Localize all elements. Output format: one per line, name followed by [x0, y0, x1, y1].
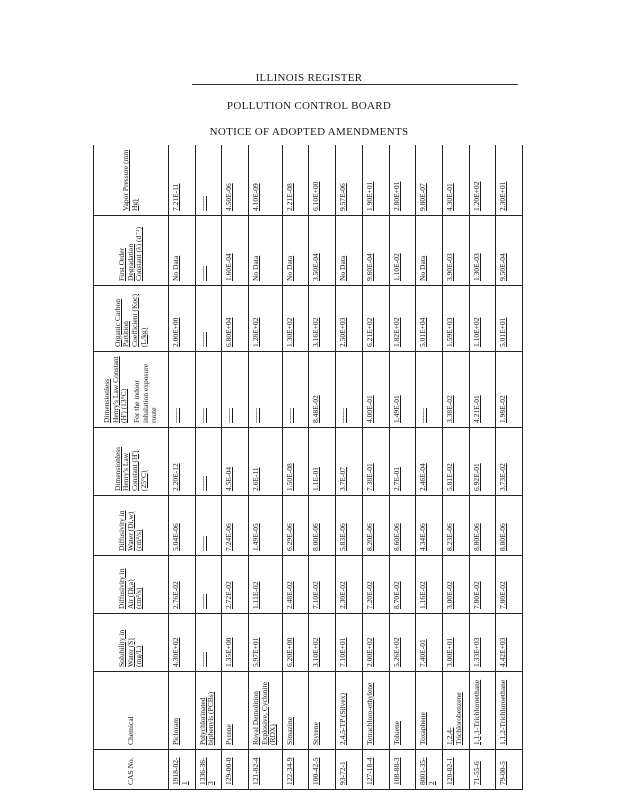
value-cell: 6.10E+00: [309, 145, 336, 216]
value-cell: 2.48E-02: [282, 556, 309, 614]
value-cell: 4.30E-01: [442, 145, 469, 216]
col-header: First Order Degradation Constant (λ) (d⁻¹): [94, 216, 169, 286]
table-header-row: [94, 145, 169, 790]
value-cell: No Data: [336, 216, 363, 286]
cas-number-cell: 71-55-6: [469, 750, 496, 790]
value-cell: 3.16E+02: [309, 286, 336, 352]
value-cell: 2.7E-01: [389, 428, 416, 496]
col-header-note: For the indoor inhalation exposure route: [132, 364, 159, 423]
value-cell: 1.60E-04: [222, 216, 249, 286]
cas-number-cell: 79-00-5: [496, 750, 523, 790]
value-cell: No Data: [249, 216, 283, 286]
notice-title: NOTICE OF ADOPTED AMENDMENTS: [209, 126, 409, 138]
value-cell: 4.30E+02: [169, 614, 196, 672]
chemical-name-cell: Toxaphene: [416, 672, 443, 750]
value-cell: No Data: [282, 216, 309, 286]
value-cell: ------: [195, 352, 222, 428]
value-cell: ------: [195, 614, 222, 672]
value-cell: 5.81E-02: [442, 428, 469, 496]
table-row: [309, 145, 336, 790]
chemical-name-cell: 2,4,5-TP (Silvex): [336, 672, 363, 750]
chemical-name-cell: 1,1,2-Trichloroethane: [496, 672, 523, 750]
chemical-properties-table: [93, 145, 523, 790]
value-cell: 2.30E-02: [336, 556, 363, 614]
value-cell: 4.00E-01: [362, 352, 389, 428]
cas-number-cell: 120-82-1: [442, 750, 469, 790]
cas-number-cell: 100-42-5: [309, 750, 336, 790]
value-cell: 1.20E+02: [469, 145, 496, 216]
value-cell: 9.50E-04: [496, 216, 523, 286]
value-cell: 2.72E-02: [222, 556, 249, 614]
value-cell: 1.59E+03: [442, 286, 469, 352]
header-rule: [192, 84, 518, 85]
value-cell: 3.73E-02: [496, 428, 523, 496]
value-cell: 6.21E+02: [362, 286, 389, 352]
value-cell: 1.35E+00: [222, 614, 249, 672]
table-row: [336, 145, 363, 790]
value-cell: ------: [169, 352, 196, 428]
value-cell: 3.10E+02: [309, 614, 336, 672]
value-cell: 3.00E+01: [442, 614, 469, 672]
table-body: [169, 145, 523, 790]
value-cell: 9.57E-06: [336, 145, 363, 216]
value-cell: 5.04E-06: [169, 496, 196, 556]
value-cell: 3.38E-02: [442, 352, 469, 428]
col-header: Vapor Pressure (mm Hg): [94, 145, 169, 216]
value-cell: 8.70E-02: [389, 556, 416, 614]
value-cell: 8.20E-06: [362, 496, 389, 556]
value-cell: 7.10E-02: [309, 556, 336, 614]
chemical-name-cell: Polychlorinated biphenyls (PCBs): [195, 672, 222, 750]
value-cell: 5.01E+04: [416, 286, 443, 352]
value-cell: ------: [222, 352, 249, 428]
table-row: [496, 145, 523, 790]
chemical-name-cell: Royal Demolition Explosive, Cyclonite (RDX): [249, 672, 283, 750]
cas-number-cell: 129-00-0: [222, 750, 249, 790]
value-cell: 6.20E+00: [282, 614, 309, 672]
value-cell: 7.24E-06: [222, 496, 249, 556]
table-row: [222, 145, 249, 790]
value-cell: 5.97E+01: [249, 614, 283, 672]
rotated-table-container: [93, 145, 523, 790]
col-header-title: Dimensionless Henry's Law Constant (H') (13°C): [102, 356, 129, 423]
cas-number-cell: 127-18-4: [362, 750, 389, 790]
chemical-name-cell: Pyrene: [222, 672, 249, 750]
value-cell: 7.21E-11: [169, 145, 196, 216]
col-header: Dimensionless Henry's Law Constant (H') (25°C): [94, 428, 169, 496]
value-cell: 8.00E-06: [309, 496, 336, 556]
chemical-properties-table-wrap: [93, 145, 523, 790]
value-cell: 6.80E+04: [222, 286, 249, 352]
value-cell: 2.76E-02: [169, 556, 196, 614]
col-header: Diffusivity in Water (Di,w) (cm²/s): [94, 496, 169, 556]
value-cell: 1.11E-02: [249, 556, 283, 614]
value-cell: 1.10E-02: [389, 216, 416, 286]
cas-number-cell: 121-82-4: [249, 750, 283, 790]
value-cell: 2.20E-12: [169, 428, 196, 496]
cas-number-cell: 1336-36-3: [195, 750, 222, 790]
col-header: Diffusivity in Air (Di,a) (cm²/s): [94, 556, 169, 614]
value-cell: 2.30E+01: [496, 145, 523, 216]
chemical-name-cell: Toluene: [389, 672, 416, 750]
col-header: Chemical: [94, 672, 169, 750]
value-cell: 2.80E+01: [389, 145, 416, 216]
value-cell: 4.21E-01: [469, 352, 496, 428]
col-header: Solubility in Water (S) (mg/L): [94, 614, 169, 672]
value-cell: ------: [195, 556, 222, 614]
value-cell: 5.83E-06: [336, 496, 363, 556]
value-cell: 3.00E-02: [442, 556, 469, 614]
value-cell: ------: [195, 496, 222, 556]
value-cell: No Data: [416, 216, 443, 286]
value-cell: 1.30E-03: [469, 216, 496, 286]
value-cell: 4.50E-06: [222, 145, 249, 216]
value-cell: 1.28E+02: [249, 286, 283, 352]
table-row: [389, 145, 416, 790]
table-row: [416, 145, 443, 790]
value-cell: 1.98E-02: [496, 352, 523, 428]
table-row: [442, 145, 469, 790]
value-cell: 8.80E-06: [469, 496, 496, 556]
value-cell: 8.23E-06: [442, 496, 469, 556]
chemical-name-cell: Picloram: [169, 672, 196, 750]
value-cell: 1.30E+02: [282, 286, 309, 352]
value-cell: 8.60E-06: [389, 496, 416, 556]
value-cell: 2.00E+02: [362, 614, 389, 672]
value-cell: 7.80E-02: [496, 556, 523, 614]
cas-number-cell: 8001-35-2: [416, 750, 443, 790]
value-cell: 3.90E-03: [442, 216, 469, 286]
value-cell: 4.10E-09: [249, 145, 283, 216]
cas-number-cell: 93-72-1: [336, 750, 363, 790]
chemical-name-cell: Tetrachloro-ethylene: [362, 672, 389, 750]
value-cell: 1.10E+02: [469, 286, 496, 352]
chemical-name-cell: Styrene: [309, 672, 336, 750]
value-cell: 1.90E+01: [362, 145, 389, 216]
value-cell: 1.50E-08: [282, 428, 309, 496]
value-cell: No Data: [169, 216, 196, 286]
value-cell: 5.26E+02: [389, 614, 416, 672]
value-cell: 1.1E-01: [309, 428, 336, 496]
value-cell: 7.10E+01: [336, 614, 363, 672]
value-cell: 8.48E-02: [309, 352, 336, 428]
cas-number-cell: 108-88-3: [389, 750, 416, 790]
cas-number-cell: 1918-02-1: [169, 750, 196, 790]
value-cell: 2.46E-04: [416, 428, 443, 496]
value-cell: 4.34E-06: [416, 496, 443, 556]
table-row: [249, 145, 283, 790]
value-cell: 2.50E+03: [336, 286, 363, 352]
value-cell: 1.49E-05: [249, 496, 283, 556]
value-cell: ------: [195, 428, 222, 496]
value-cell: 2.00E+00: [169, 286, 196, 352]
value-cell: 2.21E-08: [282, 145, 309, 216]
value-cell: 4.5E-04: [222, 428, 249, 496]
value-cell: 3.7E-07: [336, 428, 363, 496]
cas-number-cell: 122-34-9: [282, 750, 309, 790]
value-cell: ------: [416, 352, 443, 428]
value-cell: 3.50E-04: [309, 216, 336, 286]
value-cell: ------: [282, 352, 309, 428]
value-cell: 2.6E-11: [249, 428, 283, 496]
table-row: [469, 145, 496, 790]
chemical-name-cell: 1,2,4-Trichlorobenzene: [442, 672, 469, 750]
value-cell: 1.49E-01: [389, 352, 416, 428]
table-row: [195, 145, 222, 790]
chemical-name-cell: 1,1,1-Trichloroethane: [469, 672, 496, 750]
table-row: [169, 145, 196, 790]
value-cell: ------: [336, 352, 363, 428]
value-cell: 5.01E+01: [496, 286, 523, 352]
col-header: [94, 352, 169, 428]
value-cell: 7.40E-01: [416, 614, 443, 672]
value-cell: ------: [249, 352, 283, 428]
value-cell: ------: [195, 286, 222, 352]
value-cell: 8.80E-06: [496, 496, 523, 556]
register-header: ILLINOIS REGISTER: [255, 72, 363, 84]
value-cell: 1.33E+03: [469, 614, 496, 672]
board-name: POLLUTION CONTROL BOARD: [226, 100, 392, 112]
col-header: CAS No.: [94, 750, 169, 790]
chemical-name-cell: Simazine: [282, 672, 309, 750]
value-cell: 4.42E+03: [496, 614, 523, 672]
value-cell: 9.60E-04: [362, 216, 389, 286]
value-cell: 1.82E+02: [389, 286, 416, 352]
value-cell: ------: [195, 216, 222, 286]
value-cell: 6.29E-06: [282, 496, 309, 556]
table-row: [282, 145, 309, 790]
col-header: Organic Carbon Partition Coefficient (Koc) (L/kg): [94, 286, 169, 352]
value-cell: ------: [195, 145, 222, 216]
value-cell: 6.92E-01: [469, 428, 496, 496]
value-cell: 9.80E-07: [416, 145, 443, 216]
value-cell: 7.20E-02: [362, 556, 389, 614]
value-cell: 7.80E-02: [469, 556, 496, 614]
table-row: [362, 145, 389, 790]
value-cell: 7.38E-01: [362, 428, 389, 496]
value-cell: 1.16E-02: [416, 556, 443, 614]
